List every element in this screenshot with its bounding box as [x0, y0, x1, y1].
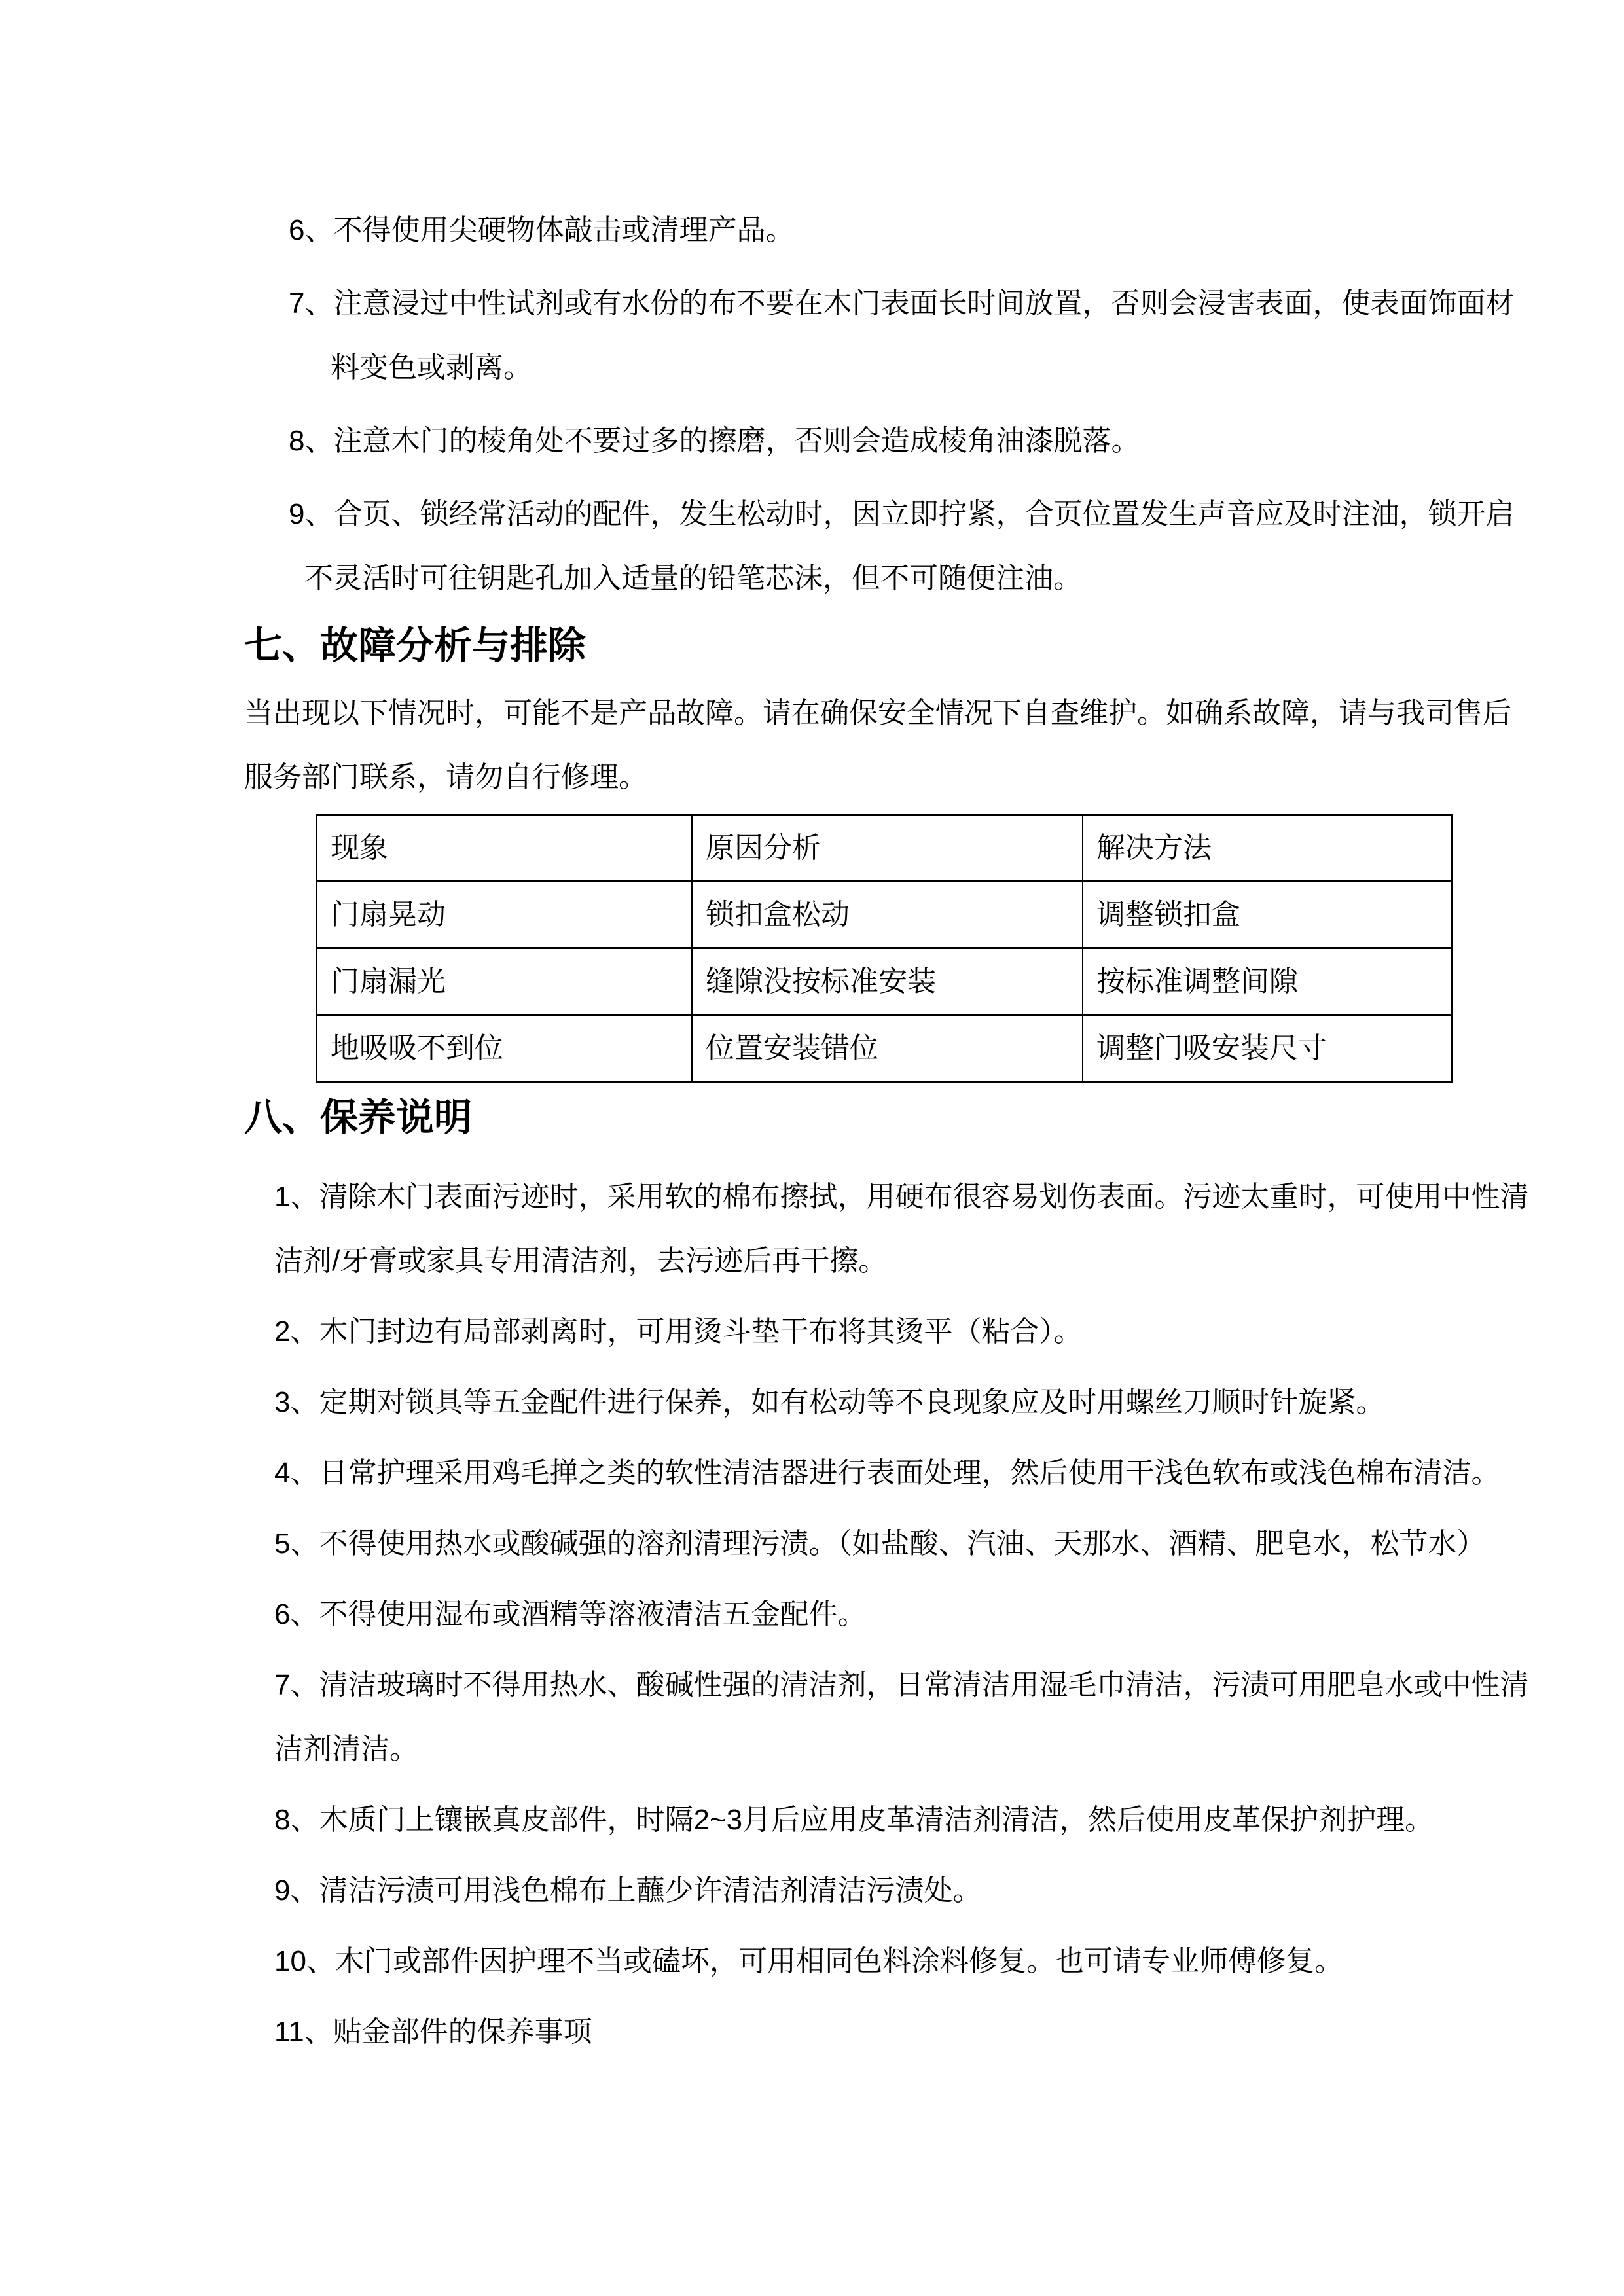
list-item: 7、注意浸过中性试剂或有水份的布不要在木门表面长时间放置，否则会浸害表面，使表面饰面材料变色或剥离。	[289, 287, 1515, 384]
table-row	[317, 882, 1452, 948]
list-item: 4、日常护理采用鸡毛掸之类的软性清洁器进行表面处理，然后使用干浅色软布或浅色棉布清洁。	[274, 1457, 1500, 1489]
table-row	[317, 948, 1452, 1015]
usage-precaution-list	[289, 198, 1624, 611]
list-item: 8、木质门上镶嵌真皮部件，时隔2~3月后应用皮革清洁剂清洁，然后使用皮革保护剂护理。	[274, 1804, 1434, 1836]
list-item: 5、不得使用热水或酸碱强的溶剂清理污渍。（如盐酸、汽油、天那水、酒精、肥皂水，松节水）	[274, 1528, 1486, 1560]
list-item: 10、木门或部件因护理不当或磕坏，可用相同色料涂料修复。也可请专业师傅修复。	[274, 1945, 1343, 1977]
table-cell: 缝隙没按标准安装	[692, 948, 1083, 1015]
table-header-cell: 现象	[317, 815, 692, 882]
table-header-cell: 原因分析	[692, 815, 1083, 882]
table-cell: 门扇晃动	[317, 882, 692, 948]
table-cell: 调整锁扣盒	[1083, 882, 1452, 948]
table-header-row	[317, 815, 1452, 882]
section-heading-maintenance: 八、保养说明	[244, 1096, 473, 1139]
table-cell: 地吸吸不到位	[317, 1015, 692, 1082]
table-cell: 门扇漏光	[317, 948, 692, 1015]
troubleshooting-table	[316, 814, 1453, 1083]
section-heading-troubleshooting: 七、故障分析与排除	[244, 624, 586, 667]
list-item: 7、清洁玻璃时不得用热水、酸碱性强的清洁剂，日常清洁用湿毛巾清洁，污渍可用肥皂水或中性清洁剂清洁。	[274, 1669, 1529, 1765]
table-cell: 按标准调整间隙	[1083, 948, 1452, 1015]
table-header-cell: 解决方法	[1083, 815, 1452, 882]
table-cell: 锁扣盒松动	[692, 882, 1083, 948]
list-item: 9、合页、锁经常活动的配件，发生松动时，因立即拧紧，合页位置发生声音应及时注油，锁开启不灵活时可往钥匙孔加入适量的铅笔芯沫，但不可随便注油。	[289, 498, 1515, 594]
table-cell: 调整门吸安装尺寸	[1083, 1015, 1452, 1082]
maintenance-instruction-list	[274, 1165, 1624, 2064]
list-item: 3、定期对锁具等五金配件进行保养，如有松动等不良现象应及时用螺丝刀顺时针旋紧。	[274, 1386, 1385, 1418]
troubleshooting-intro: 当出现以下情况时，可能不是产品故障。请在确保安全情况下自查维护。如确系故障，请与我司售后服务部门联系，请勿自行修理。	[244, 697, 1511, 793]
list-item: 1、清除木门表面污迹时，采用软的棉布擦拭，用硬布很容易划伤表面。污迹太重时，可使用中性清洁剂/牙膏或家具专用清洁剂，去污迹后再干擦。	[274, 1181, 1529, 1277]
list-item: 11、贴金部件的保养事项	[274, 2016, 592, 2048]
table-row	[317, 1015, 1452, 1082]
list-item: 9、清洁污渍可用浅色棉布上蘸少许清洁剂清洁污渍处。	[274, 1874, 982, 1907]
list-item: 8、注意木门的棱角处不要过多的擦磨，否则会造成棱角油漆脱落。	[289, 425, 1140, 457]
table-cell: 位置安装错位	[692, 1015, 1083, 1082]
list-item: 6、不得使用尖硬物体敲击或清理产品。	[289, 214, 795, 246]
list-item: 6、不得使用湿布或酒精等溶液清洁五金配件。	[274, 1598, 867, 1630]
list-item: 2、木门封边有局部剥离时，可用烫斗垫干布将其烫平（粘合）。	[274, 1316, 1083, 1348]
